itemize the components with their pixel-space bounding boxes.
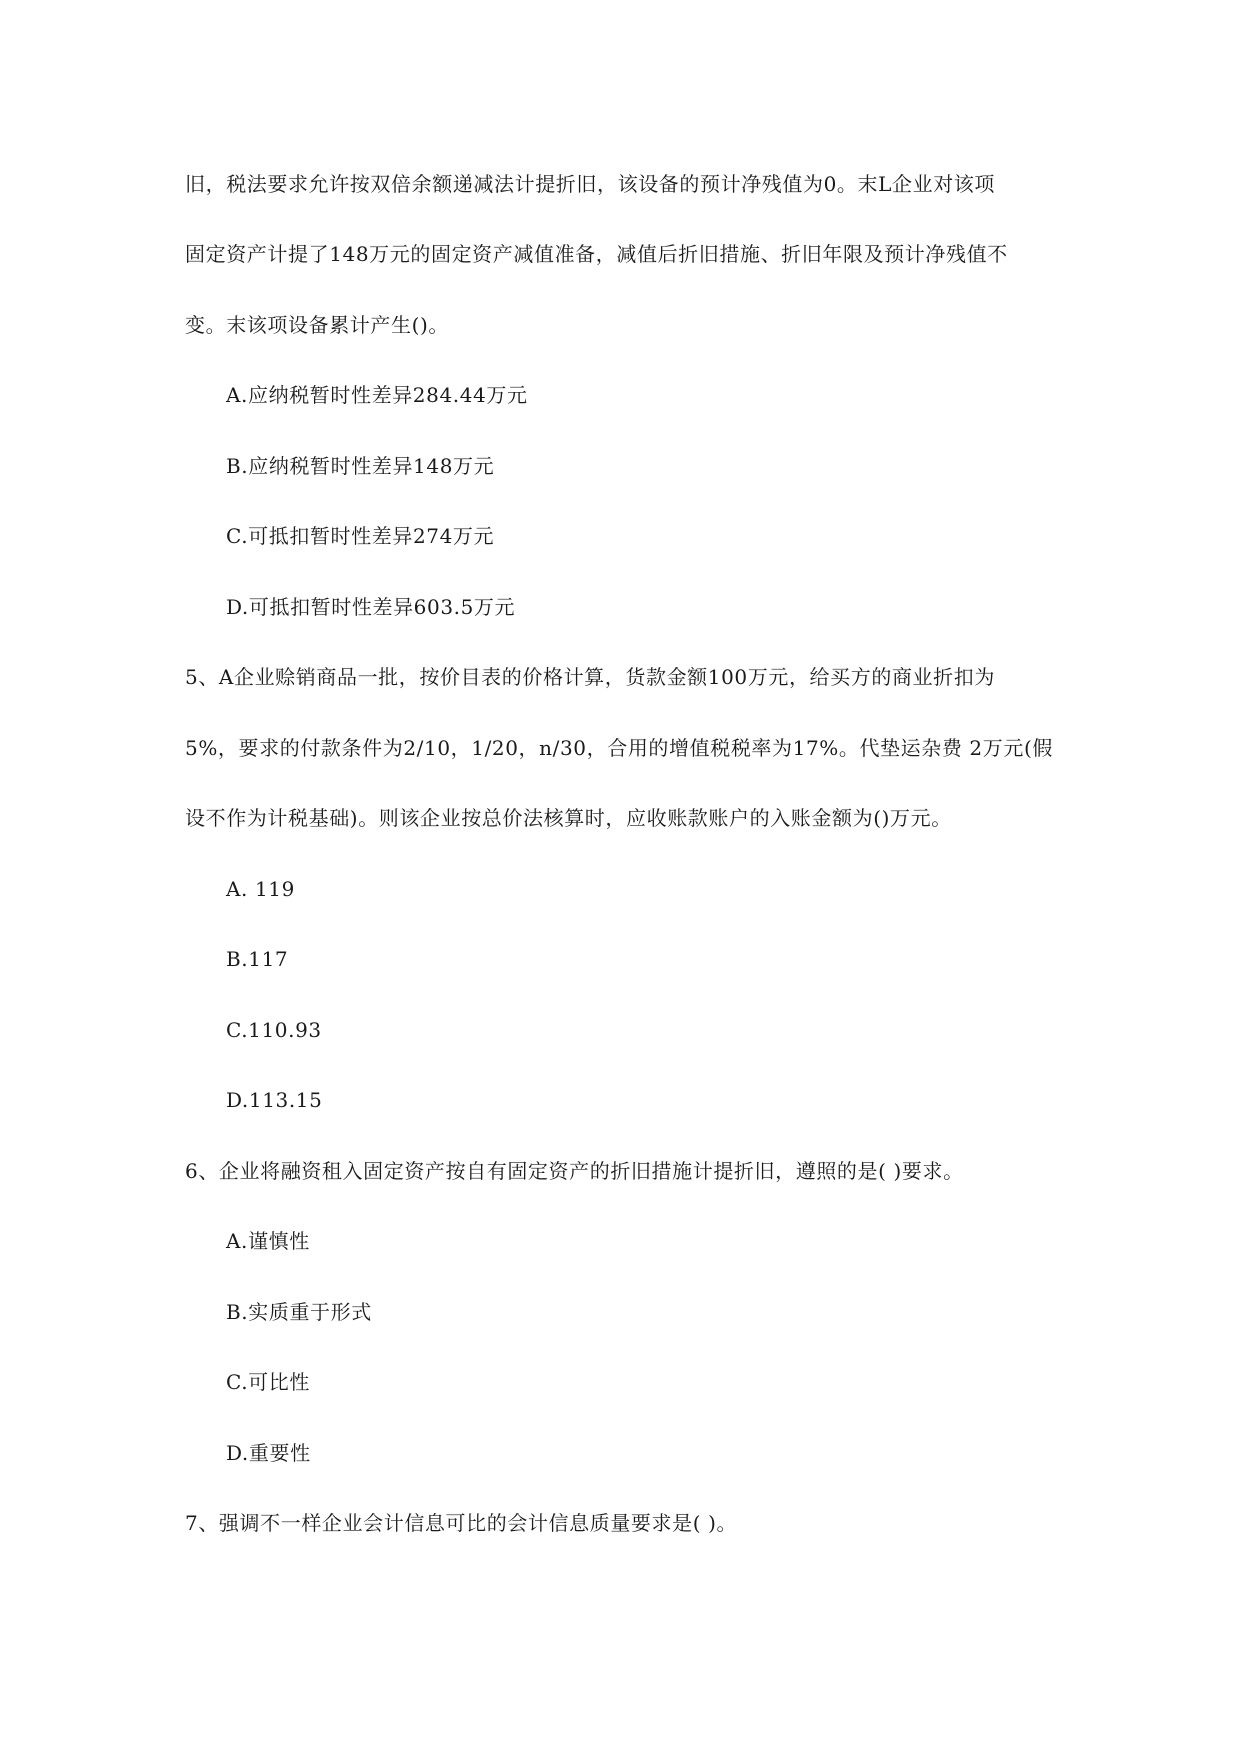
q5-option-c: C.110.93 xyxy=(226,1018,322,1042)
q4-text-line-1: 旧，税法要求允许按双倍余额递减法计提折旧，该设备的预计净残值为0。末L企业对该项 xyxy=(185,172,996,196)
q4-option-b: B.应纳税暂时性差异148万元 xyxy=(226,454,495,478)
q6-text-line-1: 6、企业将融资租入固定资产按自有固定资产的折旧措施计提折旧，遵照的是( )要求。 xyxy=(185,1159,964,1183)
q5-text-line-1: 5、A企业赊销商品一批，按价目表的价格计算，货款金额100万元，给买方的商业折扣为 xyxy=(185,665,995,689)
q7-text-line-1: 7、强调不一样企业会计信息可比的会计信息质量要求是( )。 xyxy=(185,1511,738,1535)
q4-option-a: A.应纳税暂时性差异284.44万元 xyxy=(226,383,528,407)
q4-option-d: D.可抵扣暂时性差异603.5万元 xyxy=(226,595,516,619)
q4-text-line-3: 变。末该项设备累计产生()。 xyxy=(185,313,450,337)
q4-text-line-2: 固定资产计提了148万元的固定资产减值准备，减值后折旧措施、折旧年限及预计净残值不 xyxy=(185,242,1008,266)
q6-option-b: B.实质重于形式 xyxy=(226,1300,372,1324)
q6-option-a: A.谨慎性 xyxy=(226,1229,310,1253)
q5-text-line-3: 设不作为计税基础)。则该企业按总价法核算时，应收账款账户的入账金额为()万元。 xyxy=(185,806,952,830)
q5-option-d: D.113.15 xyxy=(226,1088,323,1112)
q6-option-c: C.可比性 xyxy=(226,1370,310,1394)
q5-option-a: A. 119 xyxy=(226,877,295,901)
q6-option-d: D.重要性 xyxy=(226,1441,311,1465)
q5-text-line-2: 5%，要求的付款条件为2/10，1/20，n/30，合用的增值税税率为17%。代垫运杂费 2万元(假 xyxy=(185,736,1053,760)
q4-option-c: C.可抵扣暂时性差异274万元 xyxy=(226,524,495,548)
q5-option-b: B.117 xyxy=(226,947,289,971)
